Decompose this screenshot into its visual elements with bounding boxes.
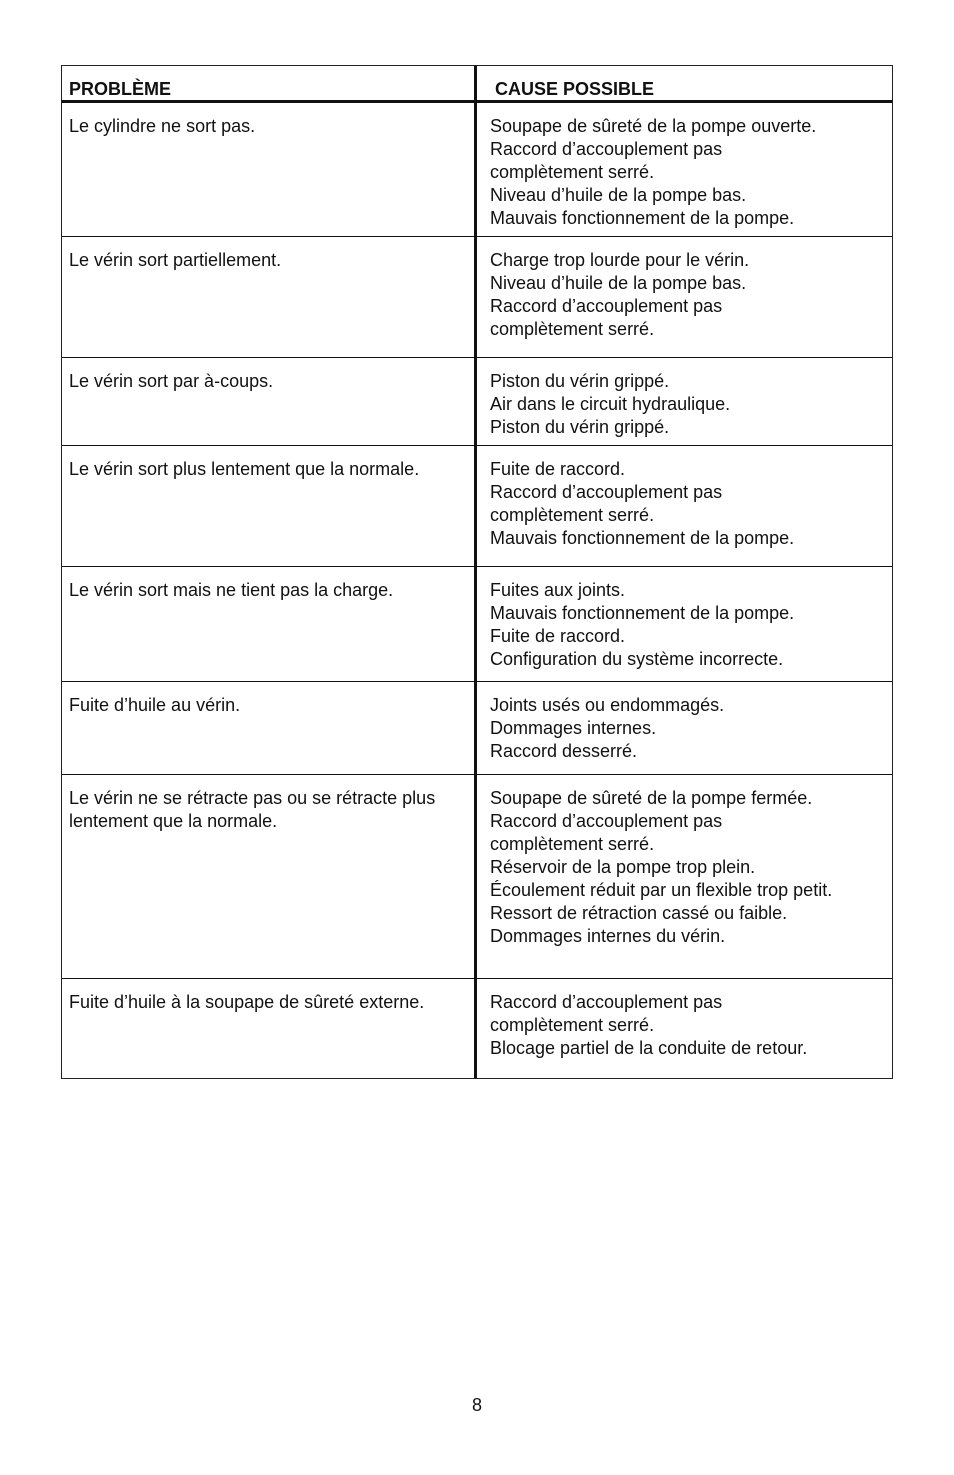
cause-cell bbox=[477, 446, 892, 566]
header-cause: CAUSE POSSIBLE bbox=[495, 79, 655, 99]
cause-cell bbox=[477, 979, 892, 1078]
cause-line: Soupape de sûreté de la pompe fermée. bbox=[490, 788, 813, 808]
cause-line: Raccord desserré. bbox=[490, 741, 638, 761]
problem-cell: Le vérin sort par à-coups. bbox=[62, 358, 477, 445]
cause-line: Fuite de raccord. bbox=[490, 459, 626, 479]
cause-line: complètement serré. bbox=[490, 505, 655, 525]
table-row bbox=[62, 682, 892, 775]
problem-cell: Le cylindre ne sort pas. bbox=[62, 103, 477, 236]
cause-cell bbox=[477, 775, 892, 978]
cause-line: Écoulement réduit par un flexible trop petit. bbox=[490, 880, 833, 900]
table-row bbox=[62, 979, 892, 1078]
cause-cell bbox=[477, 358, 892, 445]
cause-line: Soupape de sûreté de la pompe ouverte. bbox=[490, 116, 817, 136]
cause-line: Niveau d’huile de la pompe bas. bbox=[490, 273, 747, 293]
cause-line: Air dans le circuit hydraulique. bbox=[490, 394, 731, 414]
cause-line: complètement serré. bbox=[490, 1015, 655, 1035]
header-problem: PROBLÈME bbox=[62, 66, 477, 100]
cause-line: Configuration du système incorrecte. bbox=[490, 649, 784, 669]
cause-line: Dommages internes. bbox=[490, 718, 657, 738]
cause-line: Raccord d’accouplement pas bbox=[490, 482, 723, 502]
cause-line: Niveau d’huile de la pompe bas. bbox=[490, 185, 747, 205]
table-row bbox=[62, 358, 892, 446]
problem-cell: Fuite d’huile à la soupape de sûreté externe. bbox=[62, 979, 477, 1078]
troubleshooting-table bbox=[61, 65, 893, 1079]
cause-line: Mauvais fonctionnement de la pompe. bbox=[490, 528, 795, 548]
cause-line: Fuites aux joints. bbox=[490, 580, 626, 600]
page-number: 8 bbox=[471, 1395, 482, 1415]
cause-cell bbox=[477, 567, 892, 681]
problem-cell: Le vérin sort partiellement. bbox=[62, 237, 477, 357]
cause-cell bbox=[477, 237, 892, 357]
table-row bbox=[62, 775, 892, 979]
cause-line: Réservoir de la pompe trop plein. bbox=[490, 857, 756, 877]
problem-cell: Fuite d’huile au vérin. bbox=[62, 682, 477, 774]
problem-cell: Le vérin sort plus lentement que la normale. bbox=[62, 446, 477, 566]
table-row bbox=[62, 237, 892, 358]
cause-cell bbox=[477, 682, 892, 774]
cause-line: Blocage partiel de la conduite de retour. bbox=[490, 1038, 808, 1058]
cause-line: complètement serré. bbox=[490, 162, 655, 182]
table-row bbox=[62, 446, 892, 567]
cause-line: Mauvais fonctionnement de la pompe. bbox=[490, 208, 795, 228]
cause-line: Ressort de rétraction cassé ou faible. bbox=[490, 903, 788, 923]
cause-line: Mauvais fonctionnement de la pompe. bbox=[490, 603, 795, 623]
cause-line: Raccord d’accouplement pas bbox=[490, 139, 723, 159]
table-header bbox=[62, 66, 892, 103]
problem-cell: Le vérin sort mais ne tient pas la charge. bbox=[62, 567, 477, 681]
cause-line: Dommages internes du vérin. bbox=[490, 926, 726, 946]
cause-line: Fuite de raccord. bbox=[490, 626, 626, 646]
cause-line: Joints usés ou endommagés. bbox=[490, 695, 725, 715]
cause-line: Raccord d’accouplement pas bbox=[490, 992, 723, 1012]
table-row bbox=[62, 567, 892, 682]
cause-line: Raccord d’accouplement pas bbox=[490, 811, 723, 831]
cause-cell bbox=[477, 103, 892, 236]
table-row bbox=[62, 103, 892, 237]
cause-line: Charge trop lourde pour le vérin. bbox=[490, 250, 750, 270]
cause-line: Raccord d’accouplement pas bbox=[490, 296, 723, 316]
cause-line: Piston du vérin grippé. bbox=[490, 371, 670, 391]
cause-line: complètement serré. bbox=[490, 319, 655, 339]
cause-line: complètement serré. bbox=[490, 834, 655, 854]
cause-line: Piston du vérin grippé. bbox=[490, 417, 670, 437]
problem-cell: Le vérin ne se rétracte pas ou se rétracte plus lentement que la normale. bbox=[62, 775, 477, 978]
